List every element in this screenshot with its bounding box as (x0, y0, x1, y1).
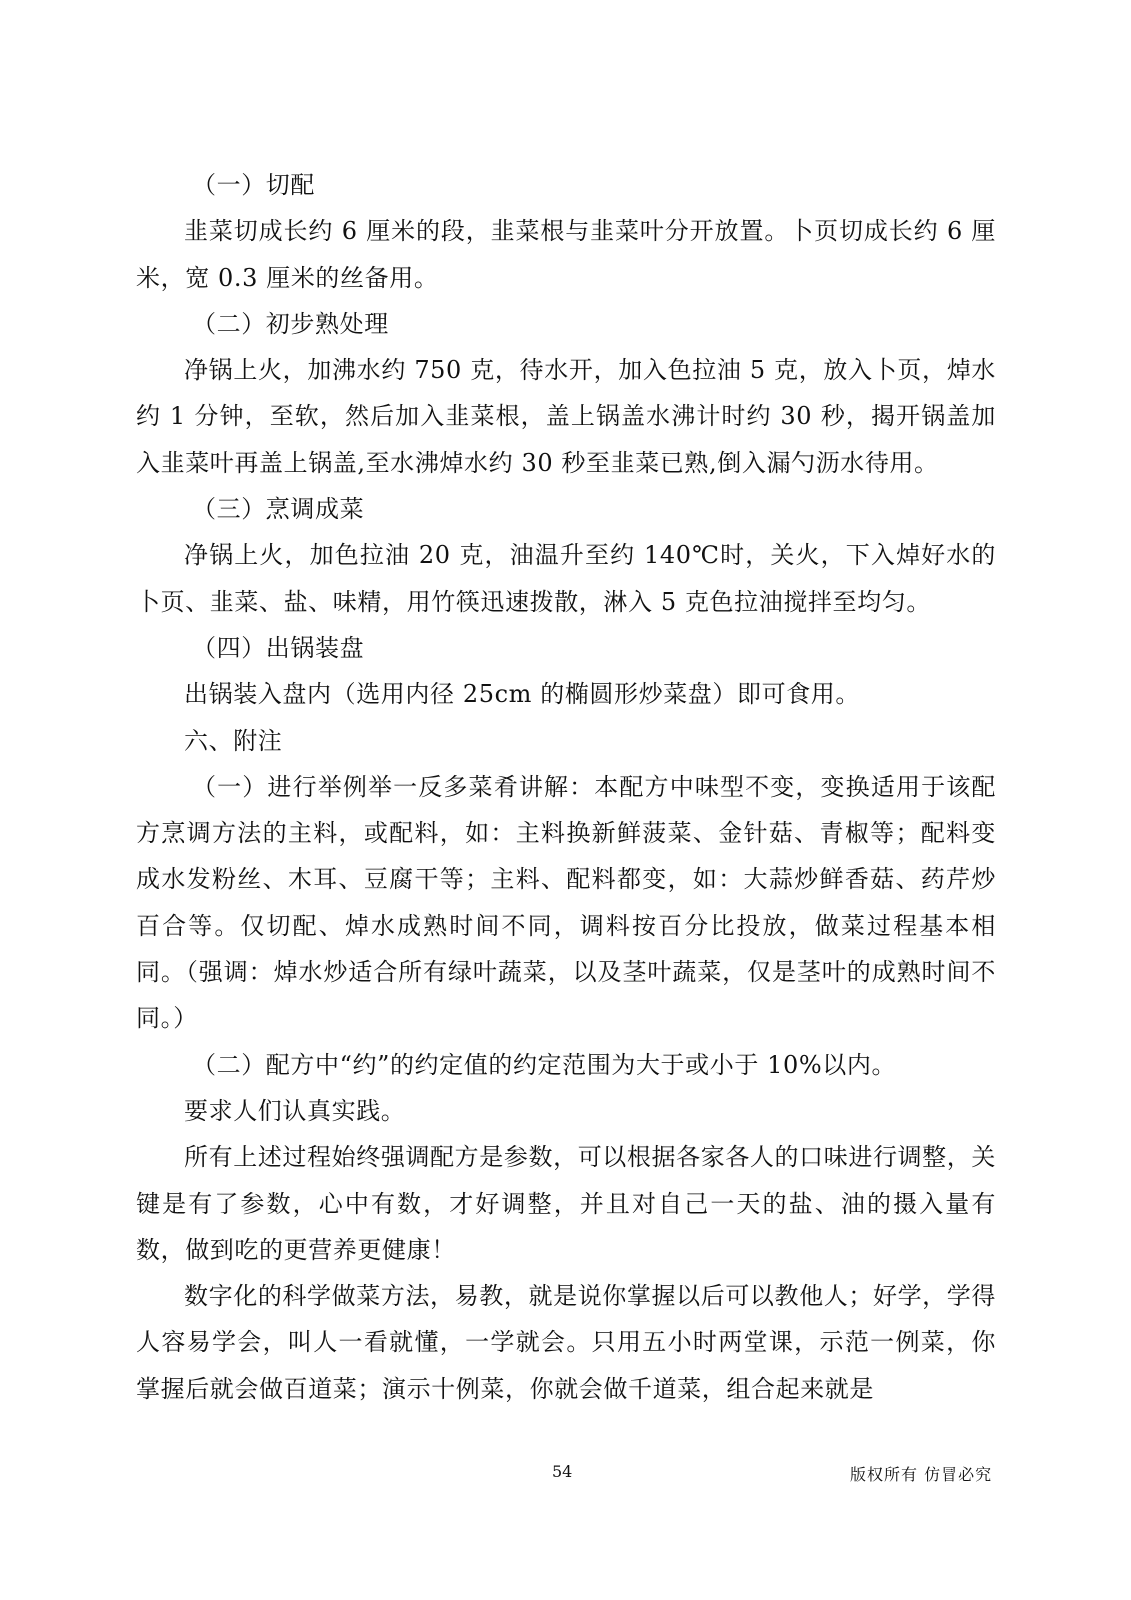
section-heading-cutting: （一）切配 (192, 171, 315, 199)
page-content (136, 162, 996, 1412)
paragraph-method: 数字化的科学做菜方法，易教，就是说你掌握以后可以教他人；好学，学得人容易学会，叫人一看就懂，一学就会。只用五小时两堂课，示范一例菜，你掌握后就会做百道菜；演示十例菜，你就会做千道菜，组合起来就是 (136, 1282, 996, 1403)
paragraph-pre-cooking: 净锅上火，加沸水约 750 克，待水开，加入色拉油 5 克，放入卜页，焯水约 1 分钟，至软，然后加入韭菜根，盖上锅盖水沸计时约 30 秒，揭开锅盖加入韭菜叶再盖上锅盖,至水沸焯水约 30 秒至韭菜已熟,倒入漏勺沥水待用。 (136, 356, 996, 477)
page-footer (0, 1458, 1131, 1488)
section-heading-cooking: （三）烹调成菜 (192, 495, 365, 524)
page-number: 54 (552, 1462, 573, 1481)
section-heading-pre-cooking: （二）初步熟处理 (192, 309, 389, 338)
paragraph-practice: 要求人们认真实践。 (184, 1096, 406, 1125)
copyright-notice: 版权所有 仿冒必究 (850, 1465, 993, 1484)
paragraph-note-two: （二）配方中“约”的约定值的约定范围为大于或小于 10%以内。 (192, 1050, 897, 1079)
section-heading-plating: （四）出锅装盘 (192, 633, 365, 662)
paragraph-parameters: 所有上述过程始终强调配方是参数，可以根据各家各人的口味进行调整，关键是有了参数，心中有数，才好调整，并且对自己一天的盐、油的摄入量有数，做到吃的更营养更健康！ (136, 1143, 996, 1264)
paragraph-cutting: 韭菜切成长约 6 厘米的段，韭菜根与韭菜叶分开放置。卜页切成长约 6 厘米，宽 0.3 厘米的丝备用。 (136, 217, 996, 292)
paragraph-cooking: 净锅上火，加色拉油 20 克，油温升至约 140℃时，关火，下入焯好水的卜页、韭菜、盐、味精，用竹筷迅速拨散，淋入 5 克色拉油搅拌至均匀。 (136, 541, 996, 616)
section-heading-notes: 六、附注 (184, 726, 283, 755)
paragraph-plating: 出锅装入盘内（选用内径 25cm 的椭圆形炒菜盘）即可食用。 (184, 680, 860, 709)
paragraph-note-one: （一）进行举例举一反多菜肴讲解：本配方中味型不变，变换适用于该配方烹调方法的主料，或配料，如：主料换新鲜菠菜、金针菇、青椒等；配料变成水发粉丝、木耳、豆腐干等；主料、配料都变，如：大蒜炒鲜香菇、药芹炒百合等。仅切配、焯水成熟时间不同，调料按百分比投放，做菜过程基本相同。（强调：焯水炒适合所有绿叶蔬菜，以及茎叶蔬菜，仅是茎叶的成熟时间不同。） (136, 772, 996, 1033)
